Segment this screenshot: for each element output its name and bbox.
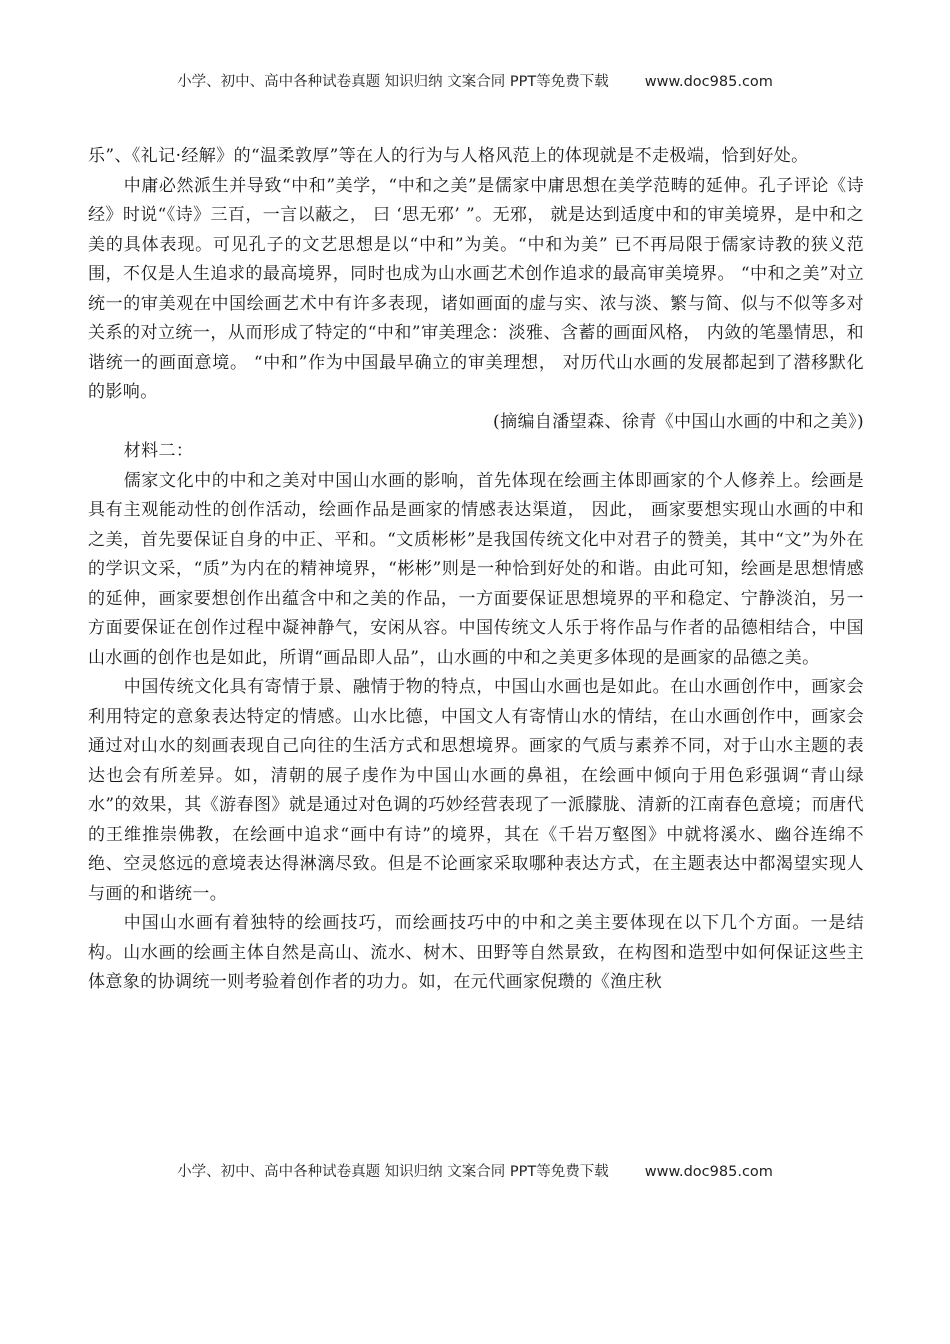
page-footer (0, 1160, 950, 1181)
paragraph-4: 中国传统文化具有寄情于景、融情于物的特点，中国山水画也是如此。在山水画创作中，画家会利用特定的意象表达特定的情感。山水比德，中国文人有寄情山水的情结，在山水画创作中，画家会通过对山水的刻画表现自己向往的生活方式和思想境界。画家的气质与素养不同，对于山水主题的表达也会有所差异。如，清朝的展子虔作为中国山水画的鼻祖，在绘画中倾向于用色彩强调“青山绿水”的效果，其《游春图》就是通过对色调的巧妙经营表现了一派朦胧、清新的江南春色意境；而唐代的王维推崇佛教，在绘画中追求“画中有诗”的境界，其在《千岩万壑图》中就将溪水、幽谷连绵不绝、空灵悠远的意境表达得淋漓尽致。但是不论画家采取哪种表达方式，在主题表达中都渴望实现人与画的和谐统一。 (88, 677, 864, 904)
page-header (0, 70, 950, 91)
header-text: 小学、初中、高中各种试卷真题 知识归纳 文案合同 PPT等免费下载 (177, 74, 609, 90)
header-url[interactable]: www.doc985.com (644, 74, 773, 90)
paragraph-5: 中国山水画有着独特的绘画技巧，而绘画技巧中的中和之美主要体现在以下几个方面。一是结构。山水画的绘画主体自然是高山、流水、树木、田野等自然景致，在构图和造型中如何保证这些主体意象的协调统一则考验着创作者的功力。如，在元代画家倪瓒的《渔庄秋 (88, 913, 864, 992)
paragraph-3: 儒家文化中的中和之美对中国山水画的影响，首先体现在绘画主体即画家的个人修养上。绘画是具有主观能动性的创作活动，绘画作品是画家的情感表达渠道， 因此， 画家要想实现山水画的中和之美，首先要保证自身的中正、平和。“文质彬彬”是我国传统文化中对君子的赞美，其中“文”为外在的学识文采，“质”为内在的精神境界，“彬彬”则是一种恰到好处的和谐。由此可知，绘画是思想情感的延伸，画家要想创作出蕴含中和之美的作品，一方面要保证思想境界的平和稳定、宁静淡泊，另一方面要保证在创作过程中凝神静气，安闲从容。中国传统文人乐于将作品与作者的品德相结合，中国山水画的创作也是如此，所谓“画品即人品”，山水画的中和之美更多体现的是画家的品德之美。 (88, 470, 864, 668)
source-citation: (摘编自潘望森、徐青《中国山水画的中和之美》) (493, 411, 864, 432)
footer-url[interactable]: www.doc985.com (644, 1164, 773, 1180)
footer-text: 小学、初中、高中各种试卷真题 知识归纳 文案合同 PPT等免费下载 (177, 1164, 609, 1180)
document-body (88, 142, 864, 998)
material-2-label: 材料二： (123, 441, 194, 461)
paragraph-2: 中庸必然派生并导致“中和”美学，“中和之美”是儒家中庸思想在美学范畴的延伸。孔子评论《诗经》时说“《诗》三百，一言以蔽之， 曰 ‘思无邪’ ”。无邪， 就是达到适度中和的审美境界，是中和之美的具体表现。可见孔子的文艺思想是以“中和”为美。“中和为美” 已不再局限于儒家诗教的狭义范围，不仅是人生追求的最高境界，同时也成为山水画艺术创作追求的最高审美境界。 “中和之美”对立统一的审美观在中国绘画艺术中有许多表现，诸如画面的虚与实、浓与淡、繁与简、似与不似等多对关系的对立统一，从而形成了特定的“中和”审美理念：淡雅、含蓄的画面风格， 内敛的笔墨情思，和谐统一的画面意境。 “中和”作为中国最早确立的审美理想， 对历代山水画的发展都起到了潜移默化的影响。 (88, 175, 864, 402)
paragraph-1: 乐”、《礼记·经解》的“温柔敦厚”等在人的行为与人格风范上的体现就是不走极端，恰到好处。 (88, 146, 809, 166)
